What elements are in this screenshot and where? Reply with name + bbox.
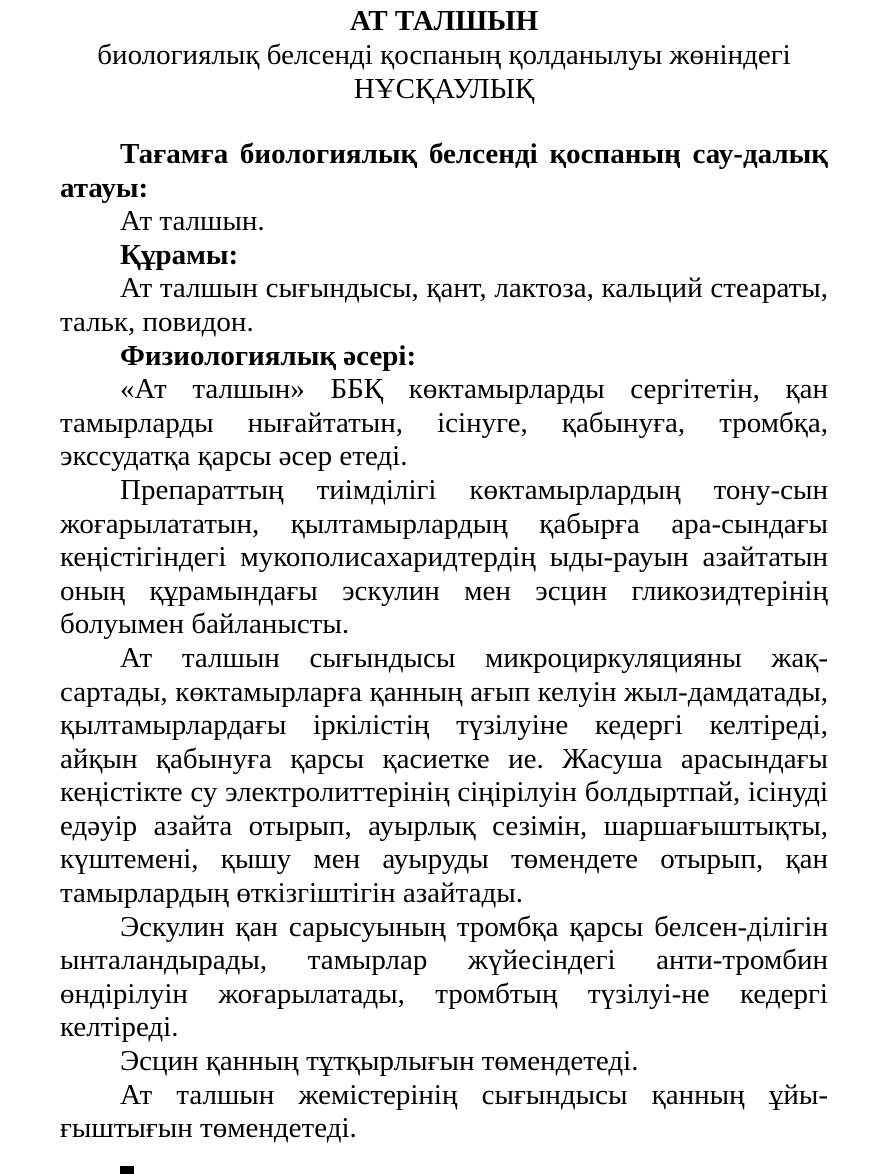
trade-name-heading: Тағамға биологиялық белсенді қоспаның сау-далық атауы:	[60, 138, 828, 204]
composition-text: Ат талшын сығындысы, қант, лактоза, кальций стеараты, тальк, повидон.	[60, 272, 828, 338]
document-body	[60, 138, 828, 1146]
effect-paragraph-2: Препараттың тиімділігі көктамырлардың тону-сын жоғарылататын, қылтамырлардың қабырға ара-сындағы кеңістігіндегі мукополисахаридтердің ыды-рауын азайтатын оның құрамындағы эскулин мен эсцин гликозидтерінің болуымен байланысты.	[60, 473, 828, 641]
document-header	[60, 4, 828, 106]
effect-paragraph-1: «Ат талшын» ББҚ көктамырларды сергітетін, қан тамырларды нығайтатын, ісінуге, қабынуға, тромбқа, экссудатқа қарсы әсер етеді.	[60, 373, 828, 473]
document-type: НҰСҚАУЛЫҚ	[353, 73, 535, 105]
document-subtitle: биологиялық белсенді қоспаның қолданылуы жөніндегі	[97, 39, 791, 71]
product-title: АТ ТАЛШЫН	[349, 5, 539, 37]
cut-off-next-line-fragment	[120, 1166, 134, 1174]
effect-paragraph-6: Ат талшын жемістерінің сығындысы қанның ұйы-ғыштығын төмендетеді.	[60, 1078, 828, 1145]
effect-heading: Физиологиялық әсері:	[120, 339, 417, 372]
effect-paragraph-4: Эскулин қан сарысуының тромбқа қарсы белсен-ділігін ынталандырады, тамырлар жүйесіндегі анти-тромбин өндірілуін жоғарылатады, тромбтың түзілуі-не кедергі келтіреді.	[60, 910, 828, 1044]
document-page	[60, 4, 828, 1146]
effect-paragraph-3: Ат талшын сығындысы микроциркуляцияны жақ-сартады, көктамырларға қанның ағып келуін жыл-дамдатады, қылтамырлардағы іркілістің түзілуіне кедергі келтіреді, айқын қабынуға қарсы қасиетке ие. Жасуша арасындағы кеңістікте су электролиттерінің сіңірілуін болдыртпай, ісінуді едәуір азайта отырып, ауырлық сезімін, шаршағыштықты, күштемені, қышу мен ауыруды төмендете отырып, қан тамырлардың өткізгіштігін азайтады.	[60, 641, 828, 910]
effect-paragraph-5: Эсцин қанның тұтқырлығын төмендетеді.	[120, 1045, 639, 1078]
trade-name-text: Ат талшын.	[120, 205, 265, 238]
composition-heading: Құрамы:	[120, 238, 239, 271]
